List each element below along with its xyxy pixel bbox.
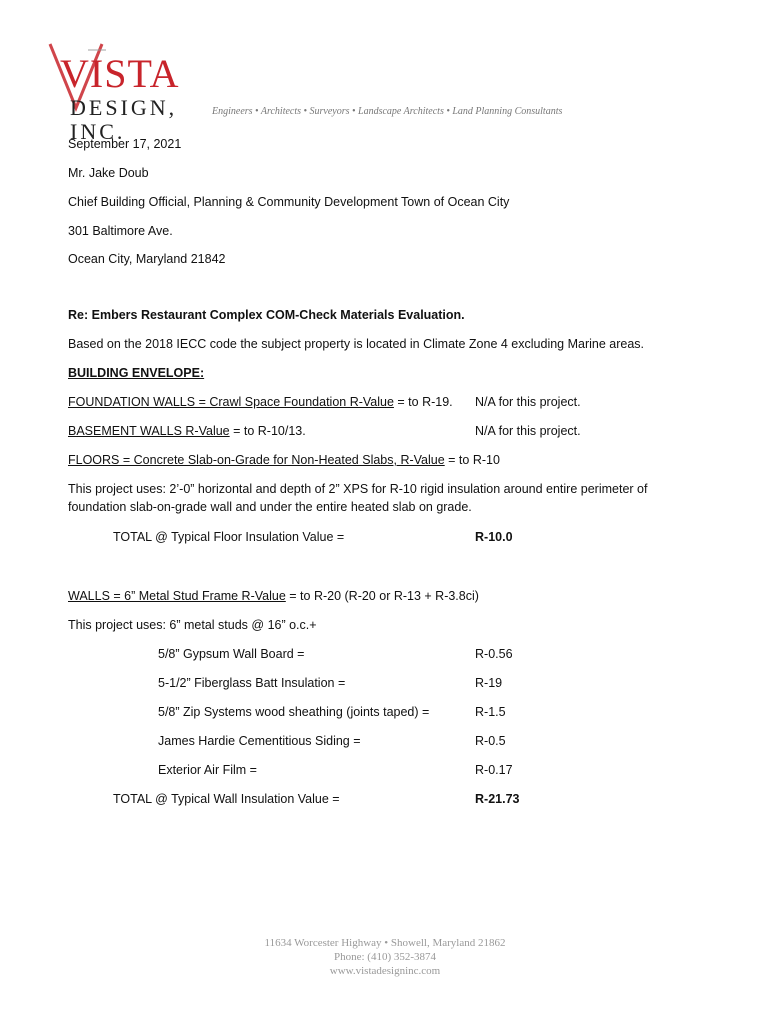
floors-description-line2: foundation slab-on-grade wall and under the entire heated slab on grade.	[68, 500, 472, 514]
wall-layer-label: 5/8” Zip Systems wood sheathing (joints taped) =	[158, 705, 430, 719]
foundation-walls-line	[68, 394, 453, 410]
logo-vista-text: VISTA	[60, 51, 180, 96]
floors-label: FLOORS = Concrete Slab-on-Grade for Non-Heated Slabs, R-Value	[68, 453, 445, 467]
wall-layer-label: Exterior Air Film =	[158, 763, 257, 777]
wall-total-value: R-21.73	[475, 792, 520, 806]
letter-date: September 17, 2021	[68, 137, 182, 151]
letter-subject: Re: Embers Restaurant Complex COM-Check Materials Evaluation.	[68, 308, 465, 322]
basement-walls-line	[68, 423, 306, 439]
wall-layer-label: 5/8” Gypsum Wall Board =	[158, 647, 305, 661]
wall-layer-value: R-1.5	[475, 705, 506, 719]
walls-line	[68, 588, 479, 604]
logo-design-text: DESIGN, INC.	[70, 95, 178, 144]
letterhead-tagline: Engineers • Architects • Surveyors • Landscape Architects • Land Planning Consultants	[212, 106, 563, 117]
foundation-walls-status: N/A for this project.	[475, 395, 581, 409]
footer-address: 11634 Worcester Highway • Showell, Maryland 21862	[264, 937, 506, 949]
floors-line	[68, 452, 500, 468]
building-envelope-heading: BUILDING ENVELOPE:	[68, 366, 205, 380]
basement-walls-label: BASEMENT WALLS R-Value	[68, 424, 230, 438]
floors-description-line1: This project uses: 2’-0” horizontal and depth of 2” XPS for R-10 rigid insulation around entire perimeter of	[68, 482, 648, 496]
foundation-walls-label: FOUNDATION WALLS = Crawl Space Foundation R-Value	[68, 395, 394, 409]
foundation-walls-requirement: = to R-19.	[393, 395, 453, 409]
basement-walls-requirement: = to R-10/13.	[229, 424, 306, 438]
walls-description: This project uses: 6” metal studs @ 16” o.c.+	[68, 618, 317, 632]
walls-label: WALLS = 6” Metal Stud Frame R-Value	[68, 589, 286, 603]
footer-phone: Phone: (410) 352-3874	[333, 951, 437, 963]
floor-total-value: R-10.0	[475, 530, 513, 544]
recipient-name: Mr. Jake Doub	[68, 166, 149, 180]
footer-website[interactable]: www.vistadesigninc.com	[329, 965, 441, 977]
recipient-address-line2: Ocean City, Maryland 21842	[68, 252, 226, 266]
wall-layer-value: R-19	[475, 676, 503, 690]
floors-requirement: = to R-10	[444, 453, 500, 467]
wall-layer-label: James Hardie Cementitious Siding =	[158, 734, 361, 748]
wall-layer-label: 5-1/2” Fiberglass Batt Insulation =	[158, 676, 346, 690]
walls-requirement: = to R-20 (R-20 or R-13 + R-3.8ci)	[285, 589, 479, 603]
letter-intro: Based on the 2018 IECC code the subject property is located in Climate Zone 4 excluding Marine areas.	[68, 337, 645, 351]
wall-layer-value: R-0.5	[475, 734, 506, 748]
basement-walls-status: N/A for this project.	[475, 424, 581, 438]
wall-layer-value: R-0.17	[475, 763, 513, 777]
recipient-title: Chief Building Official, Planning & Community Development Town of Ocean City	[68, 195, 510, 209]
wall-layer-value: R-0.56	[475, 647, 513, 661]
recipient-address-line1: 301 Baltimore Ave.	[68, 224, 173, 238]
floor-total-label: TOTAL @ Typical Floor Insulation Value =	[113, 530, 345, 544]
wall-total-label: TOTAL @ Typical Wall Insulation Value =	[113, 792, 340, 806]
